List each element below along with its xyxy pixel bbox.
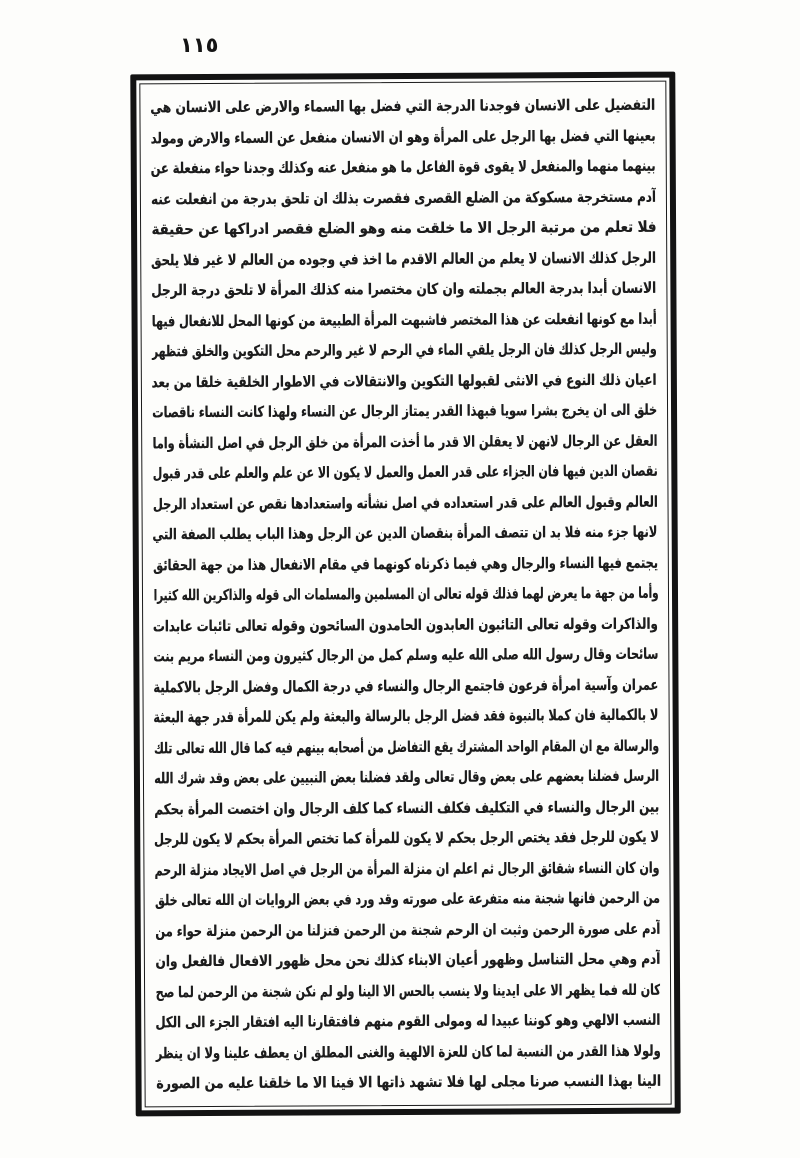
- text-line: عمران وآسية امرأة فرعون فاجتمع الرجال والنساء في درجة الكمال وفضل الرجل بالاكملية: [153, 675, 659, 696]
- text-line: الرجل كذلك الانسان لا يعلم من العالم الاقدم ما اخذ في وجوده من العالم لا غير فلا يلحق: [151, 248, 657, 269]
- text-frame-border: [130, 72, 680, 1117]
- text-line: اعيان ذلك النوع في الانثى لقبولها التكوين والانتقالات في الاطوار الخلقية خلقا من بعد: [151, 370, 657, 391]
- text-line: يجتمع فيها النساء والرجال وهي فيما ذكرناه كونهما في مقام الانفعال هذا من جهة الحقائق: [152, 553, 658, 574]
- text-line: لا بالكمالية فان كملا بالنبوة فقد فضل الرجل بالرسالة والبعثة ولم يكن للمرأة قدر جهة البعثة: [153, 705, 659, 727]
- text-line: سائحات وقال رسول الله صلى الله عليه وسلم كمل من الرجال كثيرون ومن النساء مريم بنت: [153, 644, 659, 666]
- text-line: والرسالة مع ان المقام الواحد المشترك يقع التفاضل من أصحابه بينهم فيه كما قال الله تعالى تلك: [153, 736, 659, 757]
- text-line: وان كان النساء شقائق الرجال ثم اعلم ان منزلة المرأة من الرجل في اصل الايجاد منزلة الرحم: [154, 858, 660, 879]
- text-line: آدم وهي محل التناسل وظهور أعيان الابناء كذلك نحن محل ظهور الافعال فالفعل وان: [154, 949, 660, 971]
- text-line: من الرحمن فانها شجنة منه متفرعة على صورته وقد ورد في بعض الروايات ان الله تعالى خلق: [154, 888, 660, 910]
- text-line: كان لله فما يظهر الا على ايدينا ولا ينسب بالحس الا الينا ولو لم نكن شجنة من الرحمن لما صح: [155, 980, 661, 1001]
- text-line: العالم وقبول العالم على قدر استعداده في اصل نشأته واستعدادها نقص عن استعداد الرجل: [152, 492, 658, 513]
- text-line: أبدا مع كونها انفعلت عن هذا المختصر فاشبهت المرأة الطبيعة من كونها المحل للانفعال فيها: [151, 309, 657, 330]
- text-line: التفضيل على الانسان فوجدنا الدرجة التي فضل بها السماء والارض على الانسان هي: [150, 95, 656, 117]
- text-line: بعينها التي فضل بها الرجل على المرأة وهو ان الانسان منفعل عن السماء والارض ومولد: [150, 126, 656, 147]
- text-line: الانسان أبدا بدرجة العالم بجملته وان كان مختصرا منه كذلك المرأة لا تلحق درجة الرجل: [151, 278, 657, 300]
- text-frame-inner-rule: [139, 81, 671, 1108]
- text-line: وأما من جهة ما يعرض لهما فذلك قوله تعالى ان المسلمين والمسلمات الى قوله والذاكرين الله كثيرا: [153, 583, 659, 605]
- text-line: الرسل فضلنا بعضهم على بعض وقال تعالى ولقد فضلنا بعض النبيين على بعض وقد شرك الله: [154, 766, 660, 788]
- text-line: بين الرجال والنساء في التكليف فكلف النساء كما كلف الرجال وان اختصت المرأة بحكم: [154, 797, 660, 818]
- text-line: العقل عن الرجال لانهن لا يعقلن الا قدر ما أخذت المرأة من خلق الرجل في اصل النشأة واما: [152, 431, 658, 452]
- text-line: ولولا هذا القدر من النسبة لما كان للعزة الالهية والغنى المطلق ان يعطف علينا ولا ان ينظر: [155, 1041, 661, 1062]
- text-line: وليس الرجل كذلك فان الرجل يلقي الماء في الرحم لا غير والرحم محل التكوين والخلق فتظهر: [151, 339, 657, 361]
- text-line: فلا تعلم من مرتبة الرجل الا ما خلقت منه وهو الضلع فقصر ادراكها عن حقيقة: [151, 217, 657, 239]
- text-line: والذاكرات وقوله تعالى التائبون العابدون الحامدون السائحون وقوله تعالى تائبات عابدات: [153, 614, 659, 635]
- text-line: خلق الى ان يخرج بشرا سويا فبهذا القدر يمتاز الرجال عن النساء ولهذا كانت النساء ناقصات: [152, 400, 658, 422]
- text-line: آدم على صورة الرحمن وثبت ان الرحم شجنة من الرحمن فنزلنا من الرحمن منزلة حواء من: [154, 919, 660, 940]
- text-line: بينهما منهما والمنفعل لا يقوى قوة الفاعل ما هو منفعل عنه وكذلك وجدنا حواء منفعلة عن: [150, 156, 656, 178]
- text-line: الينا بهذا النسب صرنا مجلى لها فلا تشهد ذاتها الا فينا الا ما خلقنا عليه من الصورة: [155, 1071, 661, 1093]
- text-line: لا يكون للرجل فقد يختص الرجل بحكم لا يكون للمرأة كما تختص المرأة بحكم لا يكون للرجل: [154, 827, 660, 849]
- text-line: نقصان الدين فيها فان الجزاء على قدر العمل والعمل لا يكون الا عن علم والعلم على قدر قبول: [152, 461, 658, 483]
- text-line: لانها جزء منه فلا بد ان تتصف المرأة بنقصان الدين عن الرجل وهذا الباب يطلب الصفة التي: [152, 522, 658, 544]
- text-line: آدم مستخرجة مسكوكة من الضلع القصرى فقصرت بذلك ان تلحق بدرجة من انفعلت عنه: [150, 187, 656, 208]
- manuscript-text: [150, 90, 660, 1101]
- text-line: النسب الالهي وهو كوننا عبيدا له ومولى القوم منهم فافتقارنا اليه افتقار الجزء الى الكل: [155, 1010, 661, 1032]
- page-number: ١١٥: [180, 33, 219, 57]
